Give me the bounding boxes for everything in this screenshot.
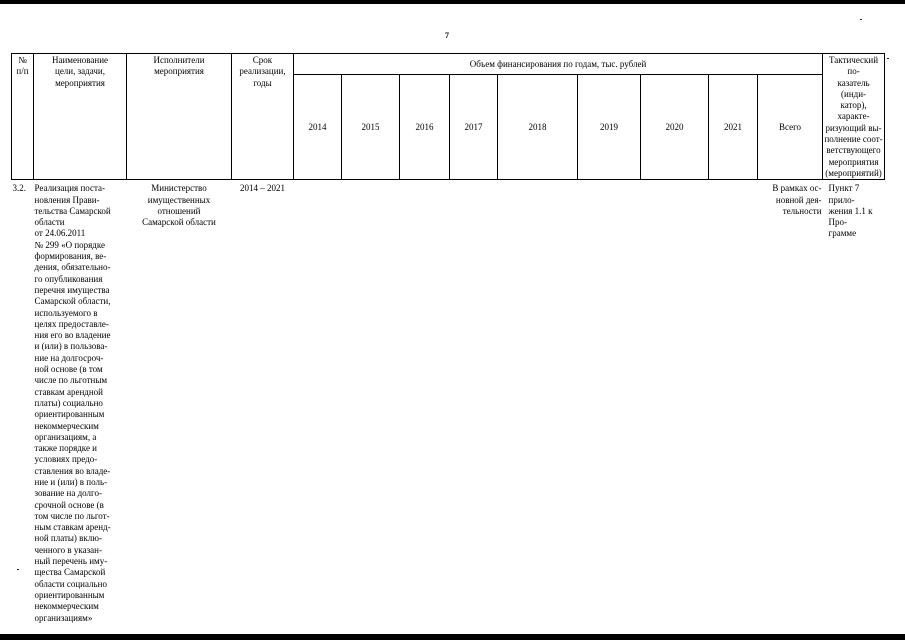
page-number: 7 <box>445 31 449 40</box>
row-year-cell <box>342 180 400 624</box>
row-year-cell <box>450 180 498 624</box>
col-header-financing: Объем финансирования по годам, тыс. рублей <box>294 54 823 75</box>
col-header-year: 2020 <box>641 74 709 180</box>
col-header-year: 2014 <box>294 74 342 180</box>
row-year-cell <box>294 180 342 624</box>
col-header-year: 2018 <box>498 74 578 180</box>
col-header-year: 2021 <box>709 74 758 180</box>
col-header-term: Срок реализации, годы <box>232 54 294 180</box>
scan-speck <box>887 58 889 59</box>
row-year-cell <box>400 180 450 624</box>
row-term: 2014 – 2021 <box>240 183 285 194</box>
col-header-total: Всего <box>758 74 823 180</box>
table-row <box>12 180 885 624</box>
col-header-year: 2015 <box>342 74 400 180</box>
row-year-cell <box>578 180 641 624</box>
scan-speck <box>860 19 862 20</box>
row-activity-name: Реализация поста- новления Прави- тельства Самарской области от 24.06.2011 № 299 «О порядке формирования, ве- дения, обязательно- го опубликования перечня имущества Самарской области, используемого в целях предоставле- ния его во владение и (или) в пользова- ние на долгосроч- ной основе (в том числе по льготным ставкам арендной платы) социально ориентированным некоммерческим организациям, а также порядке и условиях предо- ставления во владе- ние и (или) в поль- зование на долго- срочной основе (в том числе по льгот- ным ставкам аренд- ной платы) вклю- ченного в указан- ный перечень иму- щества Самарской области социально ориентированным некоммерческим организациям» <box>34 183 111 623</box>
row-indicator: Пункт 7 прило- жения 1.1 к Про- грамме <box>828 183 873 239</box>
row-year-cell <box>641 180 709 624</box>
table-header <box>12 54 885 180</box>
scan-border-top <box>0 0 905 4</box>
col-header-number: № п/п <box>12 54 34 180</box>
col-header-year: 2016 <box>400 74 450 180</box>
row-year-cell <box>498 180 578 624</box>
col-header-indicator: Тактический по- казатель (инди- катор), характе- ризующий вы- полнение соот- ветствующего мероприятия (мероприятий) <box>824 55 883 178</box>
row-number: 3.2. <box>12 183 26 194</box>
col-header-year: 2017 <box>450 74 498 180</box>
col-header-executors: Исполнители мероприятия <box>127 54 232 180</box>
col-header-year: 2019 <box>578 74 641 180</box>
scan-border-bottom <box>0 634 905 640</box>
row-executors: Министерство имущественных отношений Самарской области <box>142 183 216 228</box>
col-header-name: Наименование цели, задачи, мероприятия <box>34 54 127 180</box>
row-year-cell <box>709 180 758 624</box>
row-total: В рамках ос- новной дея- тельности <box>772 183 822 216</box>
financing-table <box>11 53 885 624</box>
